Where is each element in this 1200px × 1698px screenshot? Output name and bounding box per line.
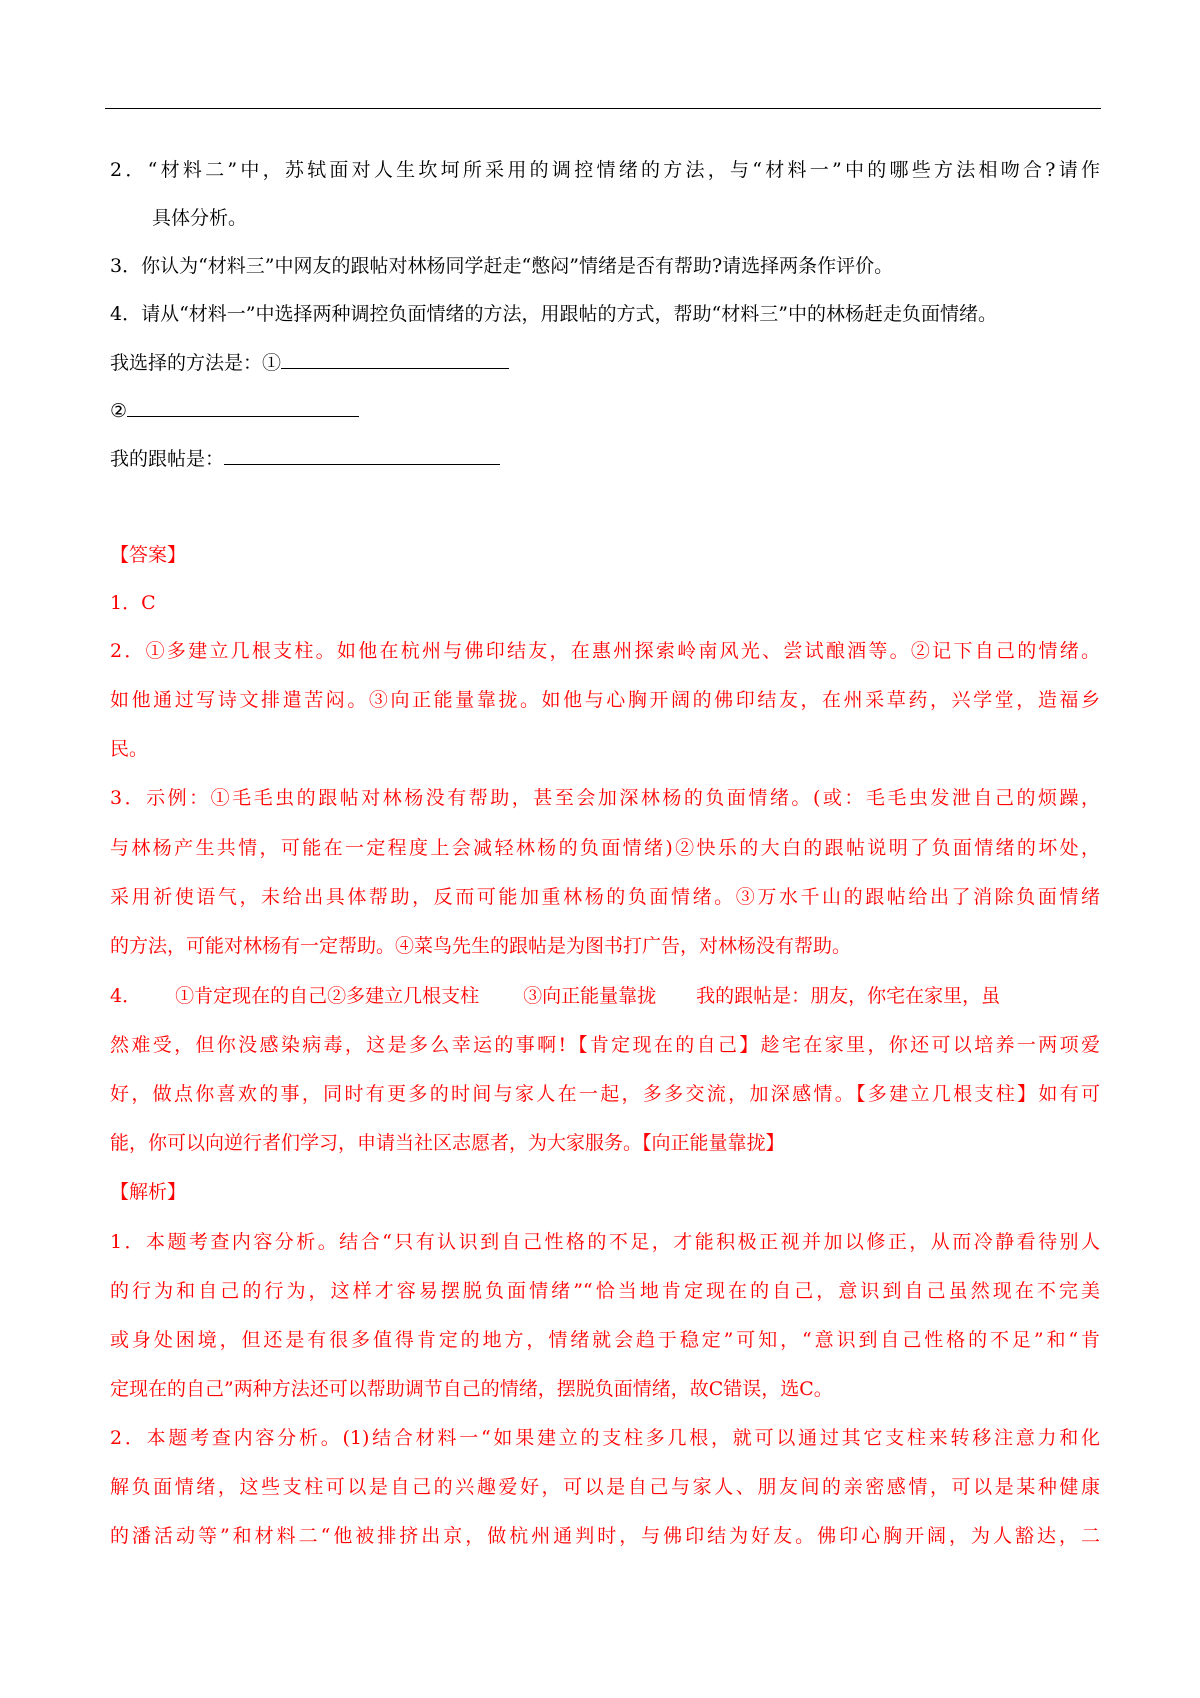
analysis-2-line-1: 2．本题考查内容分析。(1)结合材料一“如果建立的支柱多几根，就可以通过其它支柱来转移注意力和化	[110, 1427, 1100, 1449]
answer-4-line-2: 然难受，但你没感染病毒，这是多么幸运的事啊!【肯定现在的自己】趁宅在家里，你还可以培养一两项爱	[110, 1034, 1100, 1056]
analysis-1-line-3: 或身处困境，但还是有很多值得肯定的地方，情绪就会趋于稳定”可知，“意识到自己性格的不足”和“肯	[110, 1329, 1100, 1351]
answer-4-line-1	[110, 982, 1100, 1010]
question-2-line-1: 2．“材料二”中，苏轼面对人生坎坷所采用的调控情绪的方法，与“材料一”中的哪些方法相吻合?请作	[110, 159, 1100, 181]
answer-4-number: 4．	[110, 985, 142, 1007]
method-1-blank[interactable]	[281, 348, 509, 369]
answer-4-methods-a: ①肯定现在的自己②多建立几根支柱	[175, 985, 480, 1007]
method-label: 我选择的方法是：①	[110, 352, 282, 374]
analysis-1-line-1: 1．本题考查内容分析。结合“只有认识到自己性格的不足，才能积极正视并加以修正，从而冷静看待别人	[110, 1231, 1100, 1253]
question-4: 4．请从“材料一”中选择两种调控负面情绪的方法，用跟帖的方式，帮助“材料三”中的林杨赶走负面情绪。	[110, 303, 997, 325]
answer-heading: 【答案】	[110, 544, 187, 566]
question-3: 3．你认为“材料三”中网友的跟帖对林杨同学赶走“憋闷”情绪是否有帮助?请选择两条作评价。	[110, 255, 894, 277]
analysis-1-line-2: 的行为和自己的行为，这样才容易摆脱负面情绪”“恰当地肯定现在的自己，意识到自己虽然现在不完美	[110, 1280, 1100, 1302]
method-2-row	[110, 396, 1100, 425]
answer-3-line-2: 与林杨产生共情，可能在一定程度上会减轻林杨的负面情绪)②快乐的大白的跟帖说明了负面情绪的坏处，	[110, 837, 1100, 859]
reply-row	[110, 444, 1100, 473]
method-2-blank[interactable]	[127, 396, 359, 417]
answer-4-methods-b: ③向正能量靠拢	[523, 985, 657, 1007]
method-choice-row	[110, 348, 1100, 377]
answer-2-line-3: 民。	[110, 738, 149, 760]
reply-blank[interactable]	[224, 444, 500, 465]
answer-3-line-4: 的方法，可能对林杨有一定帮助。④菜鸟先生的跟帖是为图书打广告，对林杨没有帮助。	[110, 935, 852, 957]
analysis-heading: 【解析】	[110, 1181, 187, 1203]
answer-4-line-3: 好，做点你喜欢的事，同时有更多的时间与家人在一起，多多交流，加深感情。【多建立几根支柱】如有可	[110, 1083, 1100, 1105]
answer-3-line-1: 3．示例：①毛毛虫的跟帖对林杨没有帮助，甚至会加深林杨的负面情绪。(或：毛毛虫发泄自己的烦躁，	[110, 787, 1100, 809]
header-rule	[105, 108, 1101, 109]
question-2-line-2: 具体分析。	[152, 207, 248, 229]
analysis-2-line-2: 解负面情绪，这些支柱可以是自己的兴趣爱好，可以是自己与家人、朋友间的亲密感情，可以是某种健康	[110, 1476, 1100, 1498]
answer-2-line-2: 如他通过写诗文排遣苦闷。③向正能量靠拢。如他与心胸开阔的佛印结友，在州采草药，兴学堂，造福乡	[110, 689, 1100, 711]
answer-4-reply-start: 我的跟帖是：朋友，你宅在家里，虽	[696, 985, 1001, 1007]
answer-3-line-3: 采用祈使语气，未给出具体帮助，反而可能加重林杨的负面情绪。③万水千山的跟帖给出了消除负面情绪	[110, 886, 1100, 908]
analysis-1-line-4: 定现在的自己”两种方法还可以帮助调节自己的情绪，摆脱负面情绪，故C错误，选C。	[110, 1378, 833, 1400]
method-2-label: ②	[110, 400, 128, 422]
analysis-2-line-3: 的潘活动等”和材料二“他被排挤出京，做杭州通判时，与佛印结为好友。佛印心胸开阔，为人豁达，二	[110, 1525, 1100, 1547]
answer-2-line-1: 2．①多建立几根支柱。如他在杭州与佛印结友，在惠州探索岭南风光、尝试酿酒等。②记下自己的情绪。	[110, 640, 1100, 662]
reply-label: 我的跟帖是：	[110, 448, 225, 470]
answer-4-line-4: 能，你可以向逆行者们学习，申请当社区志愿者，为大家服务。【向正能量靠拢】	[110, 1132, 785, 1154]
answer-1: 1．C	[110, 592, 156, 614]
